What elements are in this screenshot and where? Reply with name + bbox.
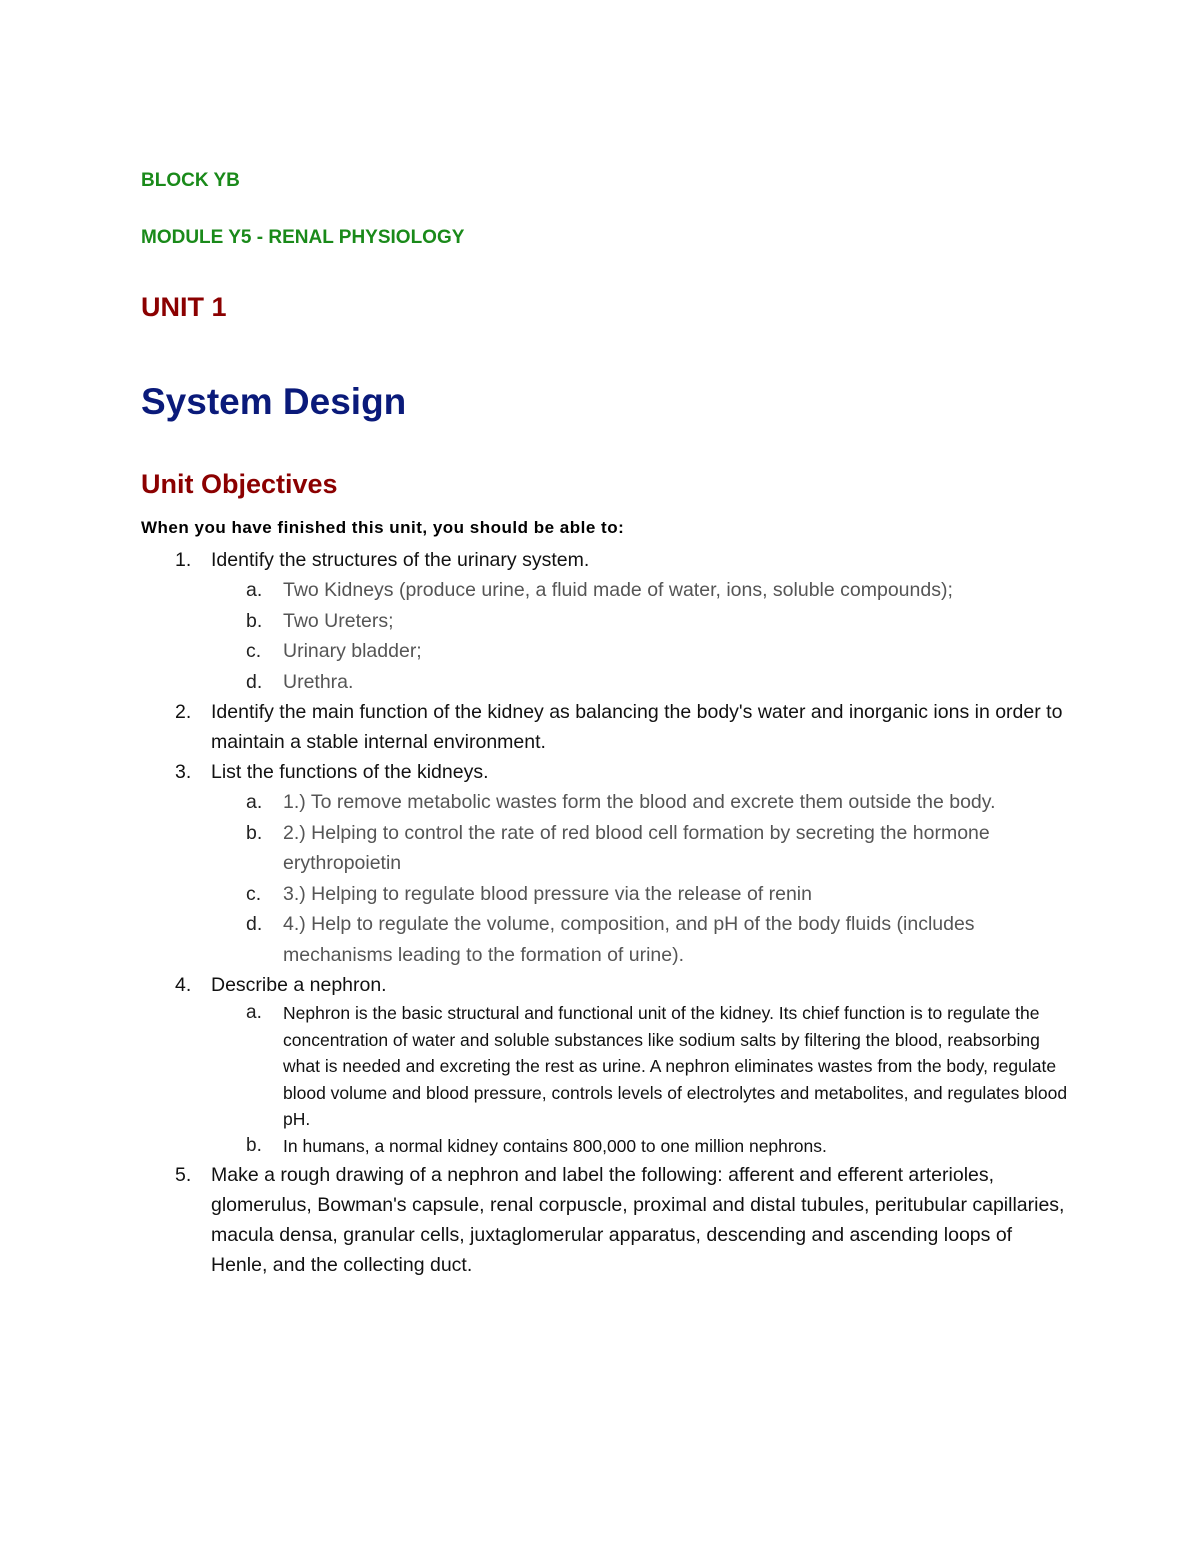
- sub-item: [211, 575, 1071, 606]
- sub-item: [211, 818, 1071, 879]
- sub-item-letter: a.: [246, 1002, 262, 1023]
- objectives-intro: When you have finished this unit, you should be able to:: [141, 518, 625, 537]
- objective-text: List the functions of the kidneys.: [211, 761, 489, 783]
- objective-item-1: [141, 545, 1071, 697]
- sub-item-text: 4.) Help to regulate the volume, composition, and pH of the body fluids (includes mechanisms leading to the formation of urine).: [283, 913, 975, 966]
- sub-item: [211, 1133, 1071, 1160]
- sub-item-text: Urethra.: [283, 670, 354, 693]
- objective-number: 2.: [175, 701, 192, 723]
- objective-text: Make a rough drawing of a nephron and label the following: afferent and efferent arterioles, glomerulus, Bowman's capsule, renal corpuscle, proximal and distal tubules, peritubular capillaries, macula densa, granular cells, juxtaglomerular apparatus, descending and ascending loops of Henle, and the collecting duct.: [211, 1163, 1065, 1276]
- objective-text: Identify the main function of the kidney as balancing the body's water and inorganic ions in order to maintain a stable internal environment.: [211, 701, 1063, 753]
- sub-item-text: 3.) Helping to regulate blood pressure via the release of renin: [283, 882, 812, 905]
- sub-item: [211, 667, 1071, 698]
- objective-sublist: [211, 787, 1071, 970]
- sub-item-letter: b.: [246, 609, 263, 632]
- objective-number: 1.: [175, 549, 192, 571]
- sub-item-letter: c.: [246, 882, 262, 905]
- objective-item-3: [141, 757, 1071, 970]
- sub-item-letter: d.: [246, 913, 263, 935]
- sub-item-text: Two Kidneys (produce urine, a fluid made of water, ions, soluble compounds);: [283, 579, 953, 601]
- sub-item: [211, 787, 1071, 818]
- sub-item: [211, 1000, 1071, 1133]
- sub-item-letter: b.: [246, 1134, 262, 1156]
- objective-number: 5.: [175, 1163, 192, 1186]
- sub-item-text: 1.) To remove metabolic wastes form the blood and excrete them outside the body.: [283, 791, 996, 813]
- sub-item-letter: c.: [246, 640, 262, 662]
- unit-label: UNIT 1: [141, 292, 227, 322]
- sub-item-text: Two Ureters;: [283, 609, 394, 632]
- sub-item-letter: b.: [246, 821, 263, 844]
- objective-number: 4.: [175, 974, 192, 996]
- sub-item-text: In humans, a normal kidney contains 800,000 to one million nephrons.: [283, 1135, 827, 1156]
- objective-text: Describe a nephron.: [211, 974, 387, 996]
- objectives-list: [141, 545, 1071, 1280]
- objectives-heading: Unit Objectives: [141, 469, 338, 499]
- sub-item-letter: d.: [246, 670, 263, 693]
- sub-item-text: 2.) Helping to control the rate of red blood cell formation by secreting the hormone erythropoietin: [283, 821, 990, 874]
- objective-sublist: [211, 575, 1071, 697]
- sub-item: [211, 606, 1071, 637]
- sub-item-text: Urinary bladder;: [283, 640, 422, 662]
- sub-item-text: Nephron is the basic structural and functional unit of the kidney. Its chief function is to regulate the concentration of water and soluble substances like sodium salts by filtering the blood, reabsorbing what is needed and excreting the rest as urine. A nephron eliminates wastes from the body, regulate blood volume and blood pressure, controls levels of electrolytes and metabolites, and regulates blood pH.: [283, 1003, 1068, 1130]
- sub-item-letter: a.: [246, 579, 263, 601]
- objective-item-4: [141, 970, 1071, 1160]
- sub-item: [211, 636, 1071, 667]
- sub-item: [211, 909, 1071, 970]
- page-title: System Design: [141, 381, 407, 422]
- module-label: MODULE Y5 - RENAL PHYSIOLOGY: [141, 227, 465, 248]
- objective-sublist: [211, 1000, 1071, 1160]
- objective-text: Identify the structures of the urinary system.: [211, 549, 590, 571]
- objective-item-5: [141, 1160, 1071, 1280]
- sub-item: [211, 879, 1071, 910]
- objective-item-2: [141, 697, 1071, 757]
- sub-item-letter: a.: [246, 791, 263, 813]
- block-label: BLOCK YB: [141, 170, 240, 191]
- objective-number: 3.: [175, 761, 192, 783]
